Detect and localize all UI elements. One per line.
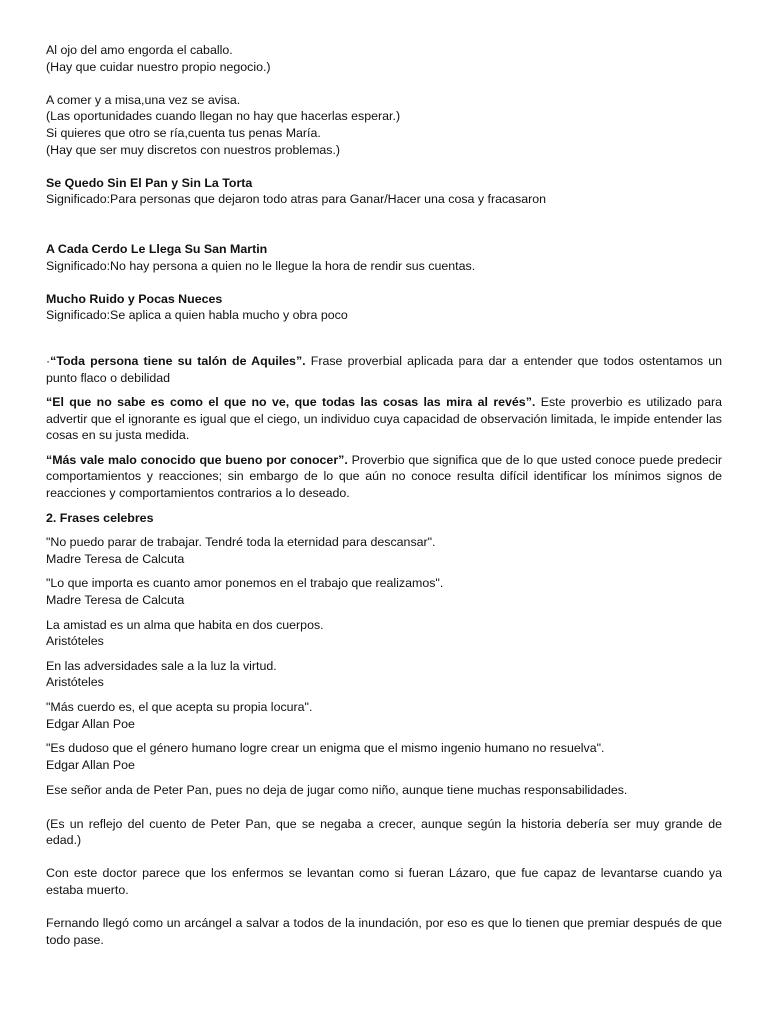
quote-text: En las adversidades sale a la luz la virtud. bbox=[46, 658, 277, 673]
proverb-text: A comer y a misa,una vez se avisa. bbox=[46, 92, 241, 107]
proverb-text: Al ojo del amo engorda el caballo. bbox=[46, 43, 233, 57]
quote-entry bbox=[46, 534, 722, 567]
proverb-text: Si quieres que otro se ría,cuenta tus penas María. bbox=[46, 125, 321, 140]
proverb-explanation: Este proverbio es utilizado para advertir que el ignorante es igual que el ciego, un individuo cuya capacidad de observación limitada, le impide entender las cosas en su justa medida. bbox=[46, 395, 722, 443]
proverb-meaning: (Las oportunidades cuando llegan no hay que hacerlas esperar.) bbox=[46, 109, 401, 124]
quote-text: "No puedo parar de trabajar. Tendré toda la eternidad para descansar". bbox=[46, 535, 436, 550]
paragraph-prefix: · bbox=[46, 353, 51, 368]
saying-meaning: Significado:Se aplica a quien habla mucho y obra poco bbox=[46, 308, 348, 323]
quote-author: Madre Teresa de Calcuta bbox=[46, 551, 185, 566]
proverb-paragraph bbox=[46, 452, 722, 502]
closing-paragraph: (Es un reflejo del cuento de Peter Pan, que se negaba a crecer, aunque según la historia debería ser muy grande de edad.) bbox=[46, 816, 722, 848]
saying-title: A Cada Cerdo Le Llega Su San Martin bbox=[46, 241, 268, 256]
closing-paragraph: Con este doctor parece que los enfermos se levantan como si fueran Lázaro, que fue capaz de levantarse cuando ya estaba muerto. bbox=[46, 866, 722, 897]
closing-paragraph: Ese señor anda de Peter Pan, pues no deja de jugar como niño, aunque tiene muchas responsabilidades. bbox=[46, 783, 628, 798]
document-page bbox=[46, 42, 722, 948]
proverb-meaning: (Hay que ser muy discretos con nuestros problemas.) bbox=[46, 142, 341, 157]
quote-author: Aristóteles bbox=[46, 634, 104, 649]
quote-entry bbox=[46, 575, 722, 608]
quote-entry bbox=[46, 658, 722, 691]
quote-entry bbox=[46, 617, 722, 650]
quote-text: "Lo que importa es cuanto amor ponemos en el trabajo que realizamos". bbox=[46, 576, 444, 591]
proverb-paragraph bbox=[46, 353, 722, 386]
saying-meaning: Significado:Para personas que dejaron todo atras para Ganar/Hacer una cosa y fracasaron bbox=[46, 192, 547, 207]
quote-text: "Es dudoso que el género humano logre crear un enigma que el mismo ingenio humano no resuelva". bbox=[46, 741, 605, 756]
quote-author: Edgar Allan Poe bbox=[46, 757, 135, 772]
quote-text: "Más cuerdo es, el que acepta su propia locura". bbox=[46, 700, 313, 714]
saying-title: Se Quedo Sin El Pan y Sin La Torta bbox=[46, 175, 253, 190]
quote-author: Edgar Allan Poe bbox=[46, 716, 135, 731]
quote-text: La amistad es un alma que habita en dos cuerpos. bbox=[46, 617, 324, 632]
proverb-paragraph bbox=[46, 394, 722, 444]
saying-title: Mucho Ruido y Pocas Nueces bbox=[46, 291, 223, 306]
proverb-quote: “El que no sabe es como el que no ve, que todas las cosas las mira al revés”. bbox=[46, 395, 536, 410]
section-heading: 2. Frases celebres bbox=[46, 510, 154, 525]
quote-entry bbox=[46, 699, 722, 732]
proverb-explanation: Frase proverbial aplicada para dar a entender que todos ostentamos un punto flaco o debilidad bbox=[46, 353, 722, 385]
quote-author: Madre Teresa de Calcuta bbox=[46, 593, 185, 608]
saying-meaning: Significado:No hay persona a quien no le llegue la hora de rendir sus cuentas. bbox=[46, 258, 476, 273]
proverb-quote: “Más vale malo conocido que bueno por conocer”. bbox=[46, 452, 348, 467]
proverb-quote: “Toda persona tiene su talón de Aquiles”. bbox=[50, 353, 306, 368]
proverb-explanation: Proverbio que significa que de lo que usted conoce puede predecir comportamientos y reacciones; sin embargo de lo que aún no conoce resulta difícil identificar los mínimos signos de reacciones y comportamientos contrarios a lo deseado. bbox=[46, 452, 722, 501]
proverb-meaning: (Hay que cuidar nuestro propio negocio.) bbox=[46, 59, 271, 74]
quote-author: Aristóteles bbox=[46, 675, 104, 690]
quote-entry bbox=[46, 740, 722, 773]
closing-paragraph: Fernando llegó como un arcángel a salvar a todos de la inundación, por eso es que lo tienen que premiar después de que todo pase. bbox=[46, 916, 722, 947]
